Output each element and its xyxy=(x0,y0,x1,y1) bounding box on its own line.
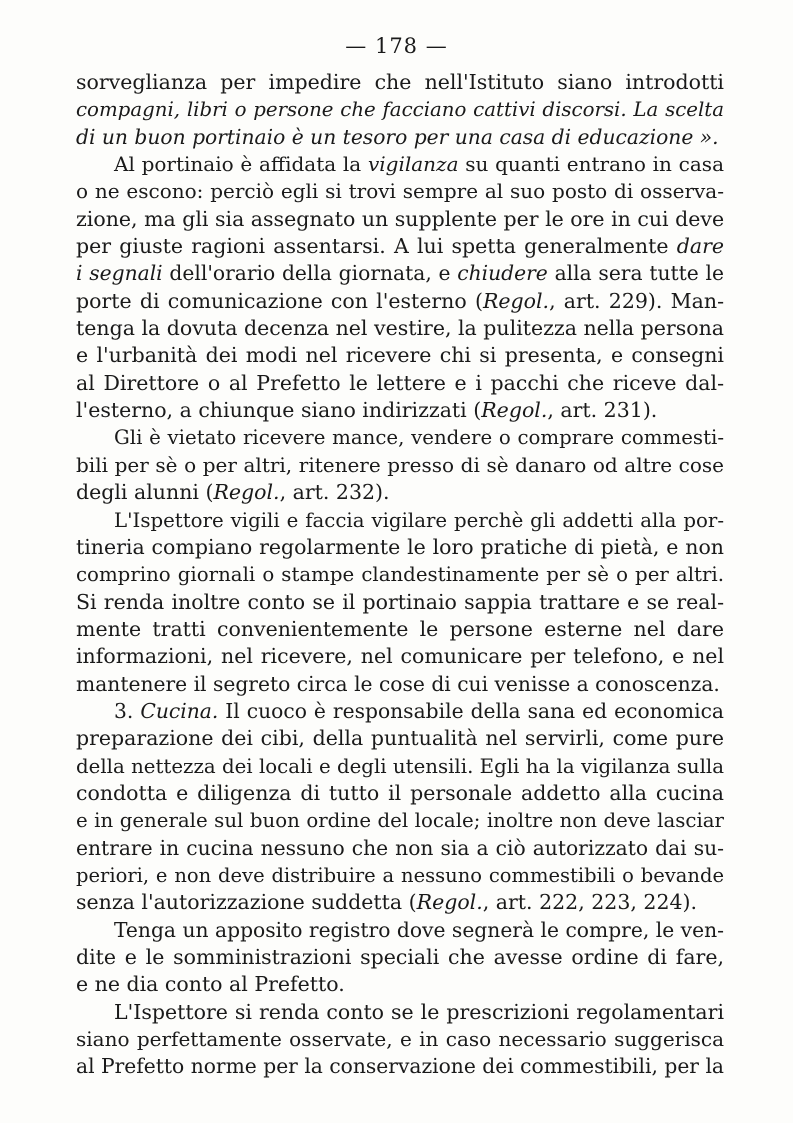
text-segment: Il cuoco è responsabile della sana ed economica xyxy=(218,698,724,723)
page-number: — 178 — xyxy=(345,34,448,58)
text-line xyxy=(76,917,724,944)
text-segment: , art. 232). xyxy=(279,480,390,505)
text-segment: Al portinaio è affidata la xyxy=(114,152,368,177)
text-line xyxy=(76,1053,724,1080)
text-segment: e ne dia conto al Prefetto. xyxy=(76,972,345,997)
text-line xyxy=(76,206,724,233)
italic-text: Regol. xyxy=(213,480,280,505)
text-line xyxy=(76,725,724,752)
text-line xyxy=(76,561,724,588)
text-segment: dite e le somministrazioni speciali che avesse ordine di fare, xyxy=(76,945,724,969)
text-segment: porte di comunicazione con l'esterno ( xyxy=(76,288,483,313)
text-segment: sorveglianza per impedire che nell'Istituto siano introdotti xyxy=(76,70,724,94)
text-line xyxy=(76,315,724,342)
text-segment: Si renda inoltre conto se il portinaio sappia trattare e se real- xyxy=(76,589,724,614)
text-line xyxy=(76,288,724,315)
text-segment: informazioni, nel ricevere, nel comunicare per telefono, e nel xyxy=(76,644,724,669)
text-line xyxy=(76,999,724,1026)
text-line xyxy=(76,260,724,287)
text-line xyxy=(76,452,724,479)
text-line xyxy=(76,643,724,670)
text-segment: mantenere il segreto circa le cose di cui venisse a conoscenza. xyxy=(76,671,720,696)
italic-text: chiudere xyxy=(457,261,548,286)
text-line xyxy=(76,69,724,96)
text-segment: e l'urbanità dei modi nel ricevere chi si presenta, e consegni xyxy=(76,343,724,368)
text-line xyxy=(76,589,724,616)
italic-text: dare xyxy=(676,234,724,259)
italic-text: di un buon portinaio è un tesoro per una casa di educazione ». xyxy=(76,124,719,149)
text-segment: della nettezza dei locali e degli utensili. Egli ha la vigilanza sulla xyxy=(76,754,724,778)
text-segment: , art. 231). xyxy=(547,398,658,423)
text-segment: entrare in cucina nessuno che non sia a ciò autorizzato dai su- xyxy=(76,835,724,860)
text-segment: al Direttore o al Prefetto le lettere e i pacchi che riceve dal- xyxy=(76,370,724,395)
text-line xyxy=(76,342,724,369)
text-line xyxy=(76,780,724,807)
text-line xyxy=(76,753,724,780)
text-segment: dell'orario della giornata, e xyxy=(162,261,458,286)
text-segment: bili per sè o per altri, ritenere presso di sè danaro od altre cose xyxy=(76,452,724,477)
text-segment: Gli è vietato ricevere mance, vendere o comprare commesti- xyxy=(114,426,724,450)
text-segment: e in generale sul buon ordine del locale; inoltre non deve lasciar xyxy=(76,809,724,833)
text-line xyxy=(76,534,724,561)
text-segment: mente tratti convenientemente le persone esterne nel dare xyxy=(76,616,724,641)
text-line xyxy=(76,835,724,862)
text-segment: alla sera tutte le xyxy=(547,261,724,286)
text-segment: degli alunni ( xyxy=(76,480,214,505)
text-segment: o ne escono: perciò egli si trovi sempre al suo posto di osserva- xyxy=(76,179,724,204)
text-line xyxy=(76,178,724,205)
italic-text: vigilanza xyxy=(367,152,459,177)
text-segment: zione, ma gli sia assegnato un supplente per le ore in cui deve xyxy=(76,206,724,231)
text-line xyxy=(76,944,724,971)
text-segment: L'Ispettore si renda conto se le prescrizioni regolamentari xyxy=(114,999,724,1024)
text-line xyxy=(76,370,724,397)
text-segment: senza l'autorizzazione suddetta ( xyxy=(76,890,417,915)
text-line xyxy=(76,671,724,698)
text-segment: tenga la dovuta decenza nel vestire, la pulitezza nella persona xyxy=(76,316,724,341)
text-segment: 3. xyxy=(114,698,141,723)
text-line xyxy=(76,1026,724,1053)
text-line xyxy=(76,507,724,534)
text-line xyxy=(76,616,724,643)
text-line xyxy=(76,698,724,725)
text-segment: , art. 222, 223, 224). xyxy=(482,890,698,915)
text-segment: su quanti entrano in casa xyxy=(458,152,724,177)
text-line xyxy=(76,151,724,178)
text-line xyxy=(76,862,724,889)
italic-text: compagni, libri o persone che facciano cattivi discorsi. La scelta xyxy=(76,98,724,122)
text-segment: condotta e diligenza di tutto il personale addetto alla cucina xyxy=(76,780,724,805)
text-line xyxy=(76,96,724,123)
text-segment: siano perfettamente osservate, e in caso necessario suggerisca xyxy=(76,1027,724,1052)
text-segment: Tenga un apposito registro dove segnerà le compre, le ven- xyxy=(114,917,724,942)
body-text xyxy=(76,69,724,1081)
italic-text: i segnali xyxy=(76,261,163,286)
text-segment: L'Ispettore vigili e faccia vigilare perchè gli addetti alla por- xyxy=(114,508,724,532)
text-segment: comprino giornali o stampe clandestinamente per sè o per altri. xyxy=(76,563,724,587)
text-line xyxy=(76,124,724,151)
text-line xyxy=(76,807,724,834)
text-segment: periori, e non deve distribuire a nessuno commestibili o bevande xyxy=(76,863,724,887)
text-segment: tineria compiano regolarmente le loro pratiche di pietà, e non xyxy=(76,534,724,559)
italic-text: Regol. xyxy=(482,288,550,313)
italic-text: Regol. xyxy=(481,398,548,423)
text-line xyxy=(76,889,724,916)
italic-text: Cucina. xyxy=(140,698,219,723)
text-segment: al Prefetto norme per la conservazione dei commestibili, per la xyxy=(76,1054,724,1079)
text-line xyxy=(76,971,724,998)
text-segment: l'esterno, a chiunque siano indirizzati ( xyxy=(76,398,482,423)
text-segment: preparazione dei cibi, della puntualità nel servirli, come pure xyxy=(76,726,724,751)
text-line xyxy=(76,479,724,506)
text-line xyxy=(76,233,724,260)
text-line xyxy=(76,397,724,424)
italic-text: Regol. xyxy=(416,890,483,915)
text-segment: per giuste ragioni assentarsi. A lui spetta generalmente xyxy=(76,234,677,259)
text-segment: , art. 229). Man- xyxy=(549,288,724,313)
text-line xyxy=(76,424,724,451)
